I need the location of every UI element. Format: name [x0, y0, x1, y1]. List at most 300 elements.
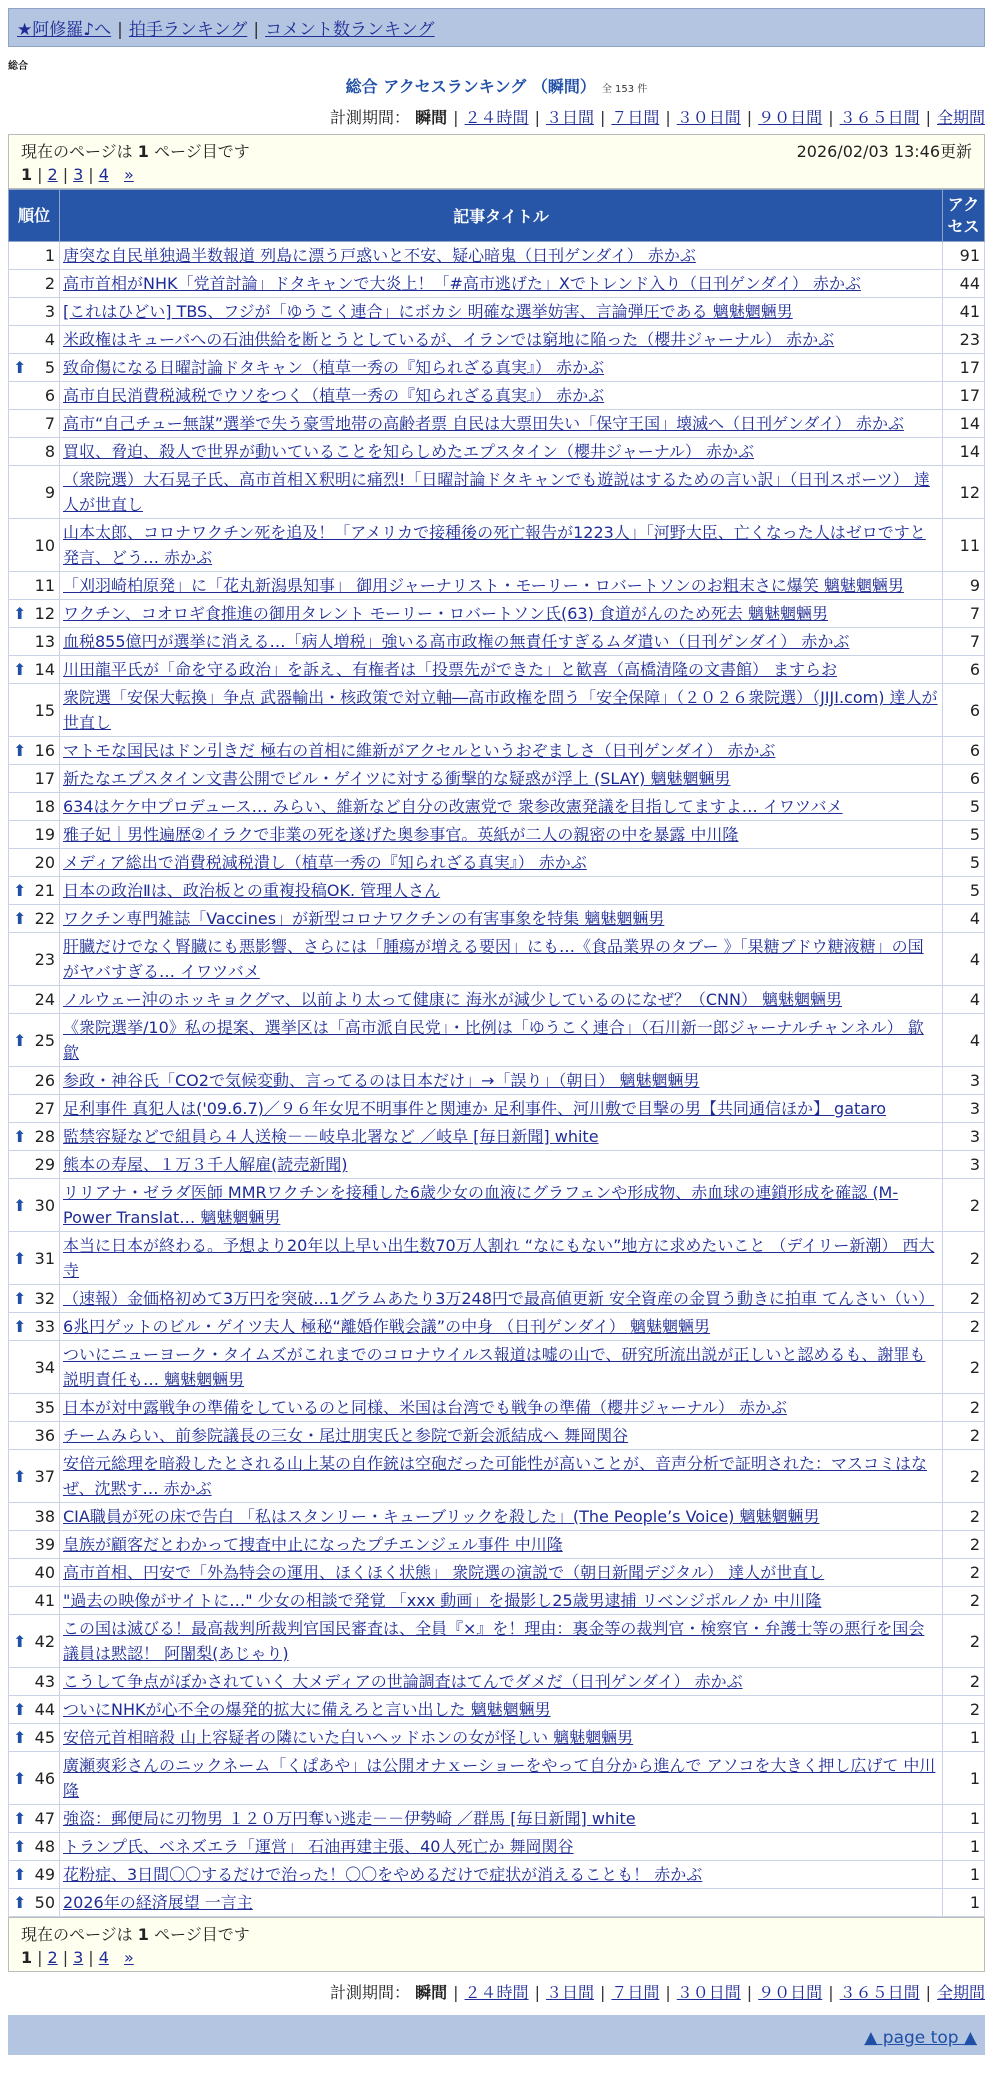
rank-number: 24 — [34, 990, 55, 1009]
table-row — [9, 1861, 985, 1889]
rank-cell — [9, 410, 60, 438]
ranking-rows — [9, 242, 985, 1917]
rank-cell — [9, 298, 60, 326]
table-row — [9, 1285, 985, 1313]
arrow-up-icon: ⬆ — [13, 1728, 27, 1747]
table-row — [9, 821, 985, 849]
article-title-link[interactable]: 米政権はキューバへの石油供給を断とうとしているが、イランでは窮地に陥った（櫻井ジャーナル） 赤かぶ — [63, 330, 835, 349]
rank-cell — [9, 877, 60, 905]
arrow-up-icon: ⬆ — [13, 604, 27, 623]
table-row — [9, 793, 985, 821]
page-top-link[interactable]: ▲ page top ▲ — [864, 2028, 977, 2048]
rank-number: 29 — [34, 1155, 55, 1174]
table-row — [9, 628, 985, 656]
table-row — [9, 1450, 985, 1503]
rank-number: 37 — [34, 1466, 55, 1486]
title-cell — [60, 1587, 943, 1615]
table-row — [9, 933, 985, 986]
page-link-4[interactable]: 4 — [98, 1948, 109, 1967]
rank-cell — [9, 1889, 60, 1917]
article-title-link[interactable]: 高市自民消費税減税でウソをつく（植草一秀の『知られざる真実』） 赤かぶ — [63, 386, 605, 405]
rank-cell — [9, 1232, 60, 1285]
access-count: 4 — [943, 1014, 985, 1067]
period-link-24h[interactable]: ２４時間 — [464, 108, 529, 127]
access-count: 5 — [943, 793, 985, 821]
rank-cell — [9, 1696, 60, 1724]
rank-cell — [9, 933, 60, 986]
rank-cell — [9, 1179, 60, 1232]
article-title-link[interactable]: 「刈羽崎柏原発」に「花丸新潟県知事」 御用ジャーナリスト・モーリー・ロバートソンのお粗末さに爆笑 魑魅魍魎男 — [63, 576, 904, 595]
table-row — [9, 1067, 985, 1095]
article-title-link[interactable]: 634はケケ中プロデュース… みらい、維新など自分の改憲党で 衆参改憲発議を目指してますよ… イワツバメ — [63, 797, 843, 816]
rank-cell — [9, 821, 60, 849]
article-title-link[interactable]: 血税855億円が選挙に消える…「病人増税」強いる高市政権の無責任すぎるムダ遣い（日刊ゲンダイ） 赤かぶ — [63, 632, 850, 651]
rank-number: 27 — [34, 1099, 55, 1118]
table-row — [9, 765, 985, 793]
rank-cell — [9, 986, 60, 1014]
period-link-all[interactable]: 全期間 — [936, 1983, 985, 2002]
arrow-up-icon: ⬆ — [13, 1893, 27, 1912]
rank-cell — [9, 1394, 60, 1422]
title-cell — [60, 1341, 943, 1394]
comment-ranking-link[interactable]: コメント数ランキング — [265, 20, 435, 40]
access-count: 17 — [943, 382, 985, 410]
rank-cell — [9, 1313, 60, 1341]
arrow-up-icon: ⬆ — [13, 1127, 27, 1146]
article-title-link[interactable]: 花粉症、3日間〇〇するだけで治った！〇〇をやめるだけで症状が消えることも！ 赤かぶ — [63, 1865, 703, 1884]
rank-number: 36 — [34, 1426, 55, 1445]
period-link-3d[interactable]: ３日間 — [545, 1983, 594, 2002]
title-cell — [60, 600, 943, 628]
arrow-up-icon: ⬆ — [13, 1317, 27, 1336]
access-count: 9 — [943, 572, 985, 600]
article-title-link[interactable]: 安倍元総理を暗殺したとされる山上某の自作銃は空砲だった可能性が高いことが、音声分析で証明された：マスコミはなぜ、沈黙す… 赤かぶ — [63, 1454, 928, 1498]
rank-number: 43 — [34, 1672, 55, 1691]
separator: | — [253, 20, 260, 40]
rank-cell — [9, 382, 60, 410]
rank-number: 13 — [34, 632, 55, 651]
rank-number: 41 — [34, 1591, 55, 1610]
article-title-link[interactable]: 皇族が顧客だとわかって捜査中止になったプチエンジェル事件 中川隆 — [63, 1535, 563, 1554]
rank-cell — [9, 1285, 60, 1313]
article-title-link[interactable]: この国は滅びる！最高裁判所裁判官国民審査は、全員『×』を！理由：裏金等の裁判官・検察官・弁護士等の悪行を国会議員は黙認！ 阿闍梨(あじゃり) — [63, 1619, 925, 1663]
access-count: 2 — [943, 1422, 985, 1450]
period-link-90d[interactable]: ９０日間 — [758, 108, 823, 127]
table-row — [9, 1833, 985, 1861]
page-link-2[interactable]: 2 — [47, 165, 58, 184]
title-cell — [60, 684, 943, 737]
next-page-link[interactable]: » — [123, 1948, 134, 1967]
rank-number: 20 — [34, 853, 55, 872]
title-cell — [60, 1232, 943, 1285]
title-cell — [60, 1422, 943, 1450]
arrow-up-icon: ⬆ — [13, 909, 27, 928]
top-nav-bar — [8, 8, 985, 47]
rank-cell — [9, 1531, 60, 1559]
access-count: 2 — [943, 1341, 985, 1394]
rank-cell — [9, 1450, 60, 1503]
article-title-link[interactable]: 日本の政治Ⅱは、政治板との重複投稿OK. 管理人さん — [63, 881, 441, 900]
article-title-link[interactable]: 雅子妃｜男性遍歴②イラクで非業の死を遂げた奥参事官。英紙が二人の親密の中を暴露 中川隆 — [63, 825, 739, 844]
total-count: 全 153 件 — [601, 84, 648, 95]
table-row — [9, 1889, 985, 1917]
next-page-link[interactable]: » — [123, 165, 134, 184]
rank-cell — [9, 1067, 60, 1095]
updated-timestamp: 2026/02/03 13:46更新 — [796, 142, 972, 161]
rank-cell — [9, 1861, 60, 1889]
article-title-link[interactable]: 唐突な自民単独過半数報道 列島に漂う戸惑いと不安、疑心暗鬼（日刊ゲンダイ） 赤かぶ — [63, 246, 696, 265]
access-count: 91 — [943, 242, 985, 270]
rank-cell — [9, 1668, 60, 1696]
title-cell — [60, 765, 943, 793]
article-title-link[interactable]: 買収、脅迫、殺人で世界が動いていることを知らしめたエプスタイン（櫻井ジャーナル） 赤かぶ — [63, 442, 755, 461]
article-title-link[interactable]: 山本太郎、コロナワクチン死を追及！「アメリカで接種後の死亡報告が1223人」「河野大臣、亡くなった人はゼロですと発言、どう… 赤かぶ — [63, 523, 926, 567]
rank-cell — [9, 1341, 60, 1394]
article-title-link[interactable]: 新たなエプスタイン文書公開でビル・ゲイツに対する衝撃的な疑惑が浮上 (SLAY) 魑魅魍魎男 — [63, 769, 731, 788]
table-row — [9, 438, 985, 466]
arrow-up-icon: ⬆ — [13, 1248, 27, 1268]
table-row — [9, 242, 985, 270]
rank-number: 11 — [34, 576, 55, 595]
access-count: 1 — [943, 1861, 985, 1889]
rank-cell — [9, 1724, 60, 1752]
title-cell — [60, 933, 943, 986]
ranking-heading — [8, 74, 985, 97]
period-current: 瞬間 — [415, 1983, 448, 2002]
table-row — [9, 298, 985, 326]
access-count: 5 — [943, 877, 985, 905]
rank-number: 47 — [34, 1809, 55, 1828]
rank-number: 30 — [34, 1195, 55, 1215]
page-link-3[interactable]: 3 — [73, 165, 84, 184]
access-count: 14 — [943, 410, 985, 438]
rank-cell — [9, 326, 60, 354]
table-row — [9, 905, 985, 933]
period-label: 計測期間： — [330, 1983, 411, 2002]
arrow-up-icon: ⬆ — [13, 1466, 27, 1486]
rank-column-header: 順位 — [9, 190, 60, 242]
rank-number: 1 — [44, 246, 55, 265]
period-link-30d[interactable]: ３０日間 — [676, 108, 741, 127]
table-row — [9, 1014, 985, 1067]
title-cell — [60, 1179, 943, 1232]
page-link-4[interactable]: 4 — [98, 165, 109, 184]
rank-number: 10 — [34, 535, 55, 555]
rank-cell — [9, 1095, 60, 1123]
access-count: 12 — [943, 466, 985, 519]
access-count: 2 — [943, 1232, 985, 1285]
period-link-24h[interactable]: ２４時間 — [464, 1983, 529, 2002]
table-row — [9, 849, 985, 877]
rank-cell — [9, 1805, 60, 1833]
title-cell — [60, 1724, 943, 1752]
title-column-header: 記事タイトル — [60, 190, 943, 242]
rank-number: 38 — [34, 1507, 55, 1526]
article-title-link[interactable]: 高市首相がNHK「党首討論」ドタキャンで大炎上！「#高市逃げた」Xでトレンド入り（日刊ゲンダイ） 赤かぶ — [63, 274, 861, 293]
title-cell — [60, 1559, 943, 1587]
article-title-link[interactable]: 安倍元首相暗殺 山上容疑者の隣にいた白いヘッドホンの女が怪しい 魑魅魍魎男 — [63, 1728, 634, 1747]
rank-number: 5 — [44, 358, 55, 377]
category-label: 総合 — [8, 61, 28, 72]
rank-cell — [9, 572, 60, 600]
rank-cell — [9, 1833, 60, 1861]
rank-number: 12 — [34, 604, 55, 623]
rank-cell — [9, 1615, 60, 1668]
title-cell — [60, 737, 943, 765]
table-row — [9, 1422, 985, 1450]
rank-number: 22 — [34, 909, 55, 928]
title-cell — [60, 821, 943, 849]
article-title-link[interactable]: マトモな国民はドン引きだ 極右の首相に維新がアクセルというおぞましさ（日刊ゲンダイ） 赤かぶ — [63, 741, 776, 760]
title-cell — [60, 1889, 943, 1917]
article-title-link[interactable]: 廣瀬爽彩さんのニックネーム「くぱあや」は公開オナｘーショーをやって自分から進んで アソコを大きく押し広げて 中川隆 — [63, 1756, 936, 1800]
rank-number: 42 — [34, 1631, 55, 1651]
access-count: 4 — [943, 986, 985, 1014]
rank-number: 17 — [34, 769, 55, 788]
page-info-bottom — [8, 1917, 985, 1972]
pagination: 1 | 2 | 3 | 4 » — [21, 165, 134, 184]
access-count: 7 — [943, 628, 985, 656]
title-cell — [60, 1752, 943, 1805]
period-label: 計測期間： — [330, 108, 411, 127]
article-title-link[interactable]: ついにNHKが心不全の爆発的拡大に備えろと言い出した 魑魅魍魎男 — [63, 1700, 551, 1719]
access-count: 11 — [943, 519, 985, 572]
table-row — [9, 1123, 985, 1151]
article-title-link[interactable]: 本当に日本が終わる。予想より20年以上早い出生数70万人割れ “なにもない”地方に求めたいこと （デイリー新潮） 西大寺 — [63, 1236, 935, 1280]
title-cell — [60, 242, 943, 270]
access-count: 2 — [943, 1179, 985, 1232]
access-count: 17 — [943, 354, 985, 382]
period-link-all[interactable]: 全期間 — [936, 108, 985, 127]
rank-cell — [9, 466, 60, 519]
article-title-link[interactable]: ワクチン専門雑誌「Vaccines」が新型コロナワクチンの有害事象を特集 魑魅魍魎男 — [63, 909, 665, 928]
rank-number: 14 — [34, 660, 55, 679]
article-title-link[interactable]: CIA職員が死の床で告白 「私はスタンリー・キューブリックを殺した」(The People’s Voice) 魑魅魍魎男 — [63, 1507, 820, 1526]
title-cell — [60, 1615, 943, 1668]
arrow-up-icon: ⬆ — [13, 1700, 27, 1719]
access-count: 6 — [943, 765, 985, 793]
article-title-link[interactable]: トランプ氏、ベネズエラ「運営」 石油再建主張、40人死亡か 舞岡関谷 — [63, 1837, 574, 1856]
page-indicator: 現在のページは 1 ページ目です — [21, 1925, 250, 1944]
rank-number: 7 — [44, 414, 55, 433]
table-row — [9, 382, 985, 410]
access-count: 2 — [943, 1531, 985, 1559]
rank-number: 4 — [44, 330, 55, 349]
title-cell — [60, 354, 943, 382]
article-title-link[interactable]: 高市首相、円安で「外為特会の運用、ほくほく状態」 衆院選の演説で（朝日新聞デジタル） 達人が世直し — [63, 1563, 825, 1582]
period-link-365d[interactable]: ３６５日間 — [839, 1983, 920, 2002]
access-count: 6 — [943, 656, 985, 684]
table-row — [9, 466, 985, 519]
rank-number: 8 — [44, 442, 55, 461]
period-link-3d[interactable]: ３日間 — [545, 108, 594, 127]
period-link-7d[interactable]: ７日間 — [611, 1983, 660, 2002]
access-count: 14 — [943, 438, 985, 466]
arrow-up-icon: ⬆ — [13, 1837, 27, 1856]
article-title-link[interactable]: [これはひどい] TBS、フジが「ゆうこく連合」にボカシ 明確な選挙妨害、言論弾圧である 魑魅魍魎男 — [63, 302, 793, 321]
article-title-link[interactable]: チームみらい、前参院議長の三女・尾辻朋実氏と参院で新会派結成へ 舞岡関谷 — [63, 1426, 629, 1445]
title-cell — [60, 1095, 943, 1123]
rank-cell — [9, 849, 60, 877]
table-row — [9, 684, 985, 737]
rank-cell — [9, 270, 60, 298]
article-title-link[interactable]: 参政・神谷氏「CO2で気候変動、言ってるのは日本だけ」→「誤り」（朝日） 魑魅魍魎男 — [63, 1071, 700, 1090]
clap-ranking-link[interactable]: 拍手ランキング — [128, 20, 248, 40]
title-cell — [60, 1805, 943, 1833]
arrow-up-icon: ⬆ — [13, 741, 27, 760]
article-title-link[interactable]: メディア総出で消費税減税潰し（植草一秀の『知られざる真実』） 赤かぶ — [63, 853, 587, 872]
title-cell — [60, 519, 943, 572]
title-cell — [60, 298, 943, 326]
access-count: 6 — [943, 684, 985, 737]
period-link-365d[interactable]: ３６５日間 — [839, 108, 920, 127]
rank-cell — [9, 1559, 60, 1587]
article-title-link[interactable]: 熊本の寿屋、１万３千人解雇(読売新聞) — [63, 1155, 348, 1174]
rank-cell — [9, 1014, 60, 1067]
access-count: 3 — [943, 1095, 985, 1123]
table-row — [9, 1805, 985, 1833]
title-cell — [60, 1394, 943, 1422]
home-link[interactable]: ★阿修羅♪へ — [17, 20, 112, 40]
title-cell — [60, 986, 943, 1014]
rank-cell — [9, 1587, 60, 1615]
rank-number: 48 — [34, 1837, 55, 1856]
title-cell — [60, 1014, 943, 1067]
title-cell — [60, 628, 943, 656]
title-cell — [60, 656, 943, 684]
rank-number: 6 — [44, 386, 55, 405]
arrow-up-icon: ⬆ — [13, 660, 27, 679]
article-title-link[interactable]: 監禁容疑などで組員ら４人送検－－岐阜北署など ／岐阜 [毎日新聞] white — [63, 1127, 599, 1146]
rank-cell — [9, 600, 60, 628]
rank-number: 19 — [34, 825, 55, 844]
access-count: 3 — [943, 1123, 985, 1151]
rank-cell — [9, 354, 60, 382]
title-cell — [60, 410, 943, 438]
article-title-link[interactable]: 高市“自己チュー無謀”選挙で失う豪雪地帯の高齢者票 自民は大票田失い「保守王国」壊滅へ（日刊ゲンダイ） 赤かぶ — [63, 414, 904, 433]
period-link-90d[interactable]: ９０日間 — [758, 1983, 823, 2002]
rank-number: 16 — [34, 741, 55, 760]
rank-cell — [9, 737, 60, 765]
table-row — [9, 1696, 985, 1724]
rank-number: 2 — [44, 274, 55, 293]
title-cell — [60, 1067, 943, 1095]
access-count: 5 — [943, 849, 985, 877]
page-link-2[interactable]: 2 — [47, 1948, 58, 1967]
rank-cell — [9, 765, 60, 793]
article-title-link[interactable]: リリアナ・ゼラダ医師 MMRワクチンを接種した6歳少女の血液にグラフェンや形成物、赤血球の連鎖形成を確認 (M-Power Translat… 魑魅魍魎男 — [63, 1183, 899, 1227]
table-row — [9, 1587, 985, 1615]
footer-bar — [8, 2015, 985, 2055]
title-cell — [60, 1696, 943, 1724]
article-title-link[interactable]: ワクチン、コオロギ食推進の御用タレント モーリー・ロバートソン氏(63) 食道がんのため死去 魑魅魍魎男 — [63, 604, 828, 623]
table-row — [9, 986, 985, 1014]
title-cell — [60, 466, 943, 519]
page-indicator: 現在のページは 1 ページ目です — [21, 142, 250, 161]
table-row — [9, 410, 985, 438]
article-title-link[interactable]: 日本が対中露戦争の準備をしているのと同様、米国は台湾でも戦争の準備（櫻井ジャーナル） 赤かぶ — [63, 1398, 787, 1417]
rank-number: 9 — [44, 482, 55, 502]
rank-number: 49 — [34, 1865, 55, 1884]
period-link-7d[interactable]: ７日間 — [611, 108, 660, 127]
article-title-link[interactable]: 川田龍平氏が「命を守る政治」を訴え、有権者は「投票先ができた」と歓喜（高橋清隆の文書館） ますらお — [63, 660, 838, 679]
title-cell — [60, 1151, 943, 1179]
table-row — [9, 354, 985, 382]
table-row — [9, 519, 985, 572]
access-count: 2 — [943, 1503, 985, 1531]
access-count: 2 — [943, 1615, 985, 1668]
access-count: 23 — [943, 326, 985, 354]
access-count: 1 — [943, 1724, 985, 1752]
table-row — [9, 1559, 985, 1587]
article-title-link[interactable]: 6兆円ゲットのビル・ゲイツ夫人 極秘“離婚作戦会議”の中身 （日刊ゲンダイ） 魑魅魍魎男 — [63, 1317, 710, 1336]
table-row — [9, 1232, 985, 1285]
rank-cell — [9, 1151, 60, 1179]
access-count: 7 — [943, 600, 985, 628]
rank-cell — [9, 793, 60, 821]
period-link-30d[interactable]: ３０日間 — [676, 1983, 741, 2002]
article-title-link[interactable]: 強盗：郵便局に刃物男 １２０万円奪い逃走－－伊勢崎 ／群馬 [毎日新聞] white — [63, 1809, 636, 1828]
article-title-link[interactable]: ついにニューヨーク・タイムズがこれまでのコロナウイルス報道は嘘の山で、研究所流出説が正しいと認めるも、謝罪も説明責任も… 魑魅魍魎男 — [63, 1345, 926, 1389]
title-cell — [60, 849, 943, 877]
table-row — [9, 1668, 985, 1696]
rank-number: 18 — [34, 797, 55, 816]
article-title-link[interactable]: 衆院選「安保大転換」争点 武器輸出・核政策で対立軸―高市政権を問う「安全保障」（２０２６衆院選）（JIJI.com) 達人が世直し — [63, 688, 938, 732]
access-count: 2 — [943, 1559, 985, 1587]
access-count: 1 — [943, 1752, 985, 1805]
table-row — [9, 1503, 985, 1531]
rank-cell — [9, 438, 60, 466]
article-title-link[interactable]: （衆院選）大石晃子氏、高市首相Ｘ釈明に痛烈!「日曜討論ドタキャンでも遊説はするための言い訳」（日刊スポーツ） 達人が世直し — [63, 470, 930, 514]
table-row — [9, 600, 985, 628]
article-title-link[interactable]: こうして争点がぼかされていく 大メディアの世論調査はてんでダメだ（日刊ゲンダイ） 赤かぶ — [63, 1672, 743, 1691]
title-cell — [60, 270, 943, 298]
article-title-link[interactable]: ノルウェー沖のホッキョクグマ、以前より太って健康に 海氷が減少しているのになぜ？（CNN） 魑魅魍魎男 — [63, 990, 843, 1009]
title-cell — [60, 326, 943, 354]
table-row — [9, 1615, 985, 1668]
table-row — [9, 572, 985, 600]
article-title-link[interactable]: 致命傷になる日曜討論ドタキャン（植草一秀の『知られざる真実』） 赤かぶ — [63, 358, 605, 377]
rank-cell — [9, 242, 60, 270]
article-title-link[interactable]: "過去の映像がサイトに…" 少女の相談で発覚 「xxx 動画」を撮影し25歳男逮捕 リベンジポルノか 中川隆 — [63, 1591, 822, 1610]
rank-number: 21 — [34, 881, 55, 900]
access-count: 4 — [943, 933, 985, 986]
article-title-link[interactable]: 《衆院選挙/10》私の提案、選挙区は「高市派自民党」・比例は「ゆうこく連合」（石川新一郎ジャーナルチャンネル） 歙歙 — [63, 1018, 924, 1062]
title-cell — [60, 1668, 943, 1696]
access-count: 2 — [943, 1285, 985, 1313]
article-title-link[interactable]: 2026年の経済展望 一言主 — [63, 1893, 253, 1912]
arrow-up-icon: ⬆ — [13, 358, 27, 377]
access-count: 2 — [943, 1668, 985, 1696]
page-link-current: 1 — [21, 1948, 33, 1967]
table-row — [9, 326, 985, 354]
rank-cell — [9, 684, 60, 737]
rank-cell — [9, 1123, 60, 1151]
page-title: 総合 アクセスランキング （瞬間） — [345, 77, 596, 96]
title-cell — [60, 438, 943, 466]
arrow-up-icon: ⬆ — [13, 1809, 27, 1828]
article-title-link[interactable]: 足利事件 真犯人は('09.6.7)／９６年女児不明事件と関連か 足利事件、河川敷で目撃の男【共同通信ほか】 gataro — [63, 1099, 887, 1118]
title-cell — [60, 1313, 943, 1341]
article-title-link[interactable]: 肝臓だけでなく腎臓にも悪影響、さらには「腫瘍が増える要因」にも…《食品業界のタブー 》「果糖ブドウ糖液糖」の国がヤバすぎる… イワツバメ — [63, 937, 924, 981]
rank-number: 46 — [34, 1768, 55, 1788]
rank-number: 26 — [34, 1071, 55, 1090]
article-title-link[interactable]: （速報）金価格初めて3万円を突破…1グラムあたり3万248円で最高値更新 安全資産の金買う動きに拍車 てんさい（い） — [63, 1289, 935, 1308]
rank-number: 25 — [34, 1030, 55, 1050]
rank-number: 39 — [34, 1535, 55, 1554]
page-link-3[interactable]: 3 — [73, 1948, 84, 1967]
rank-number: 44 — [34, 1700, 55, 1719]
